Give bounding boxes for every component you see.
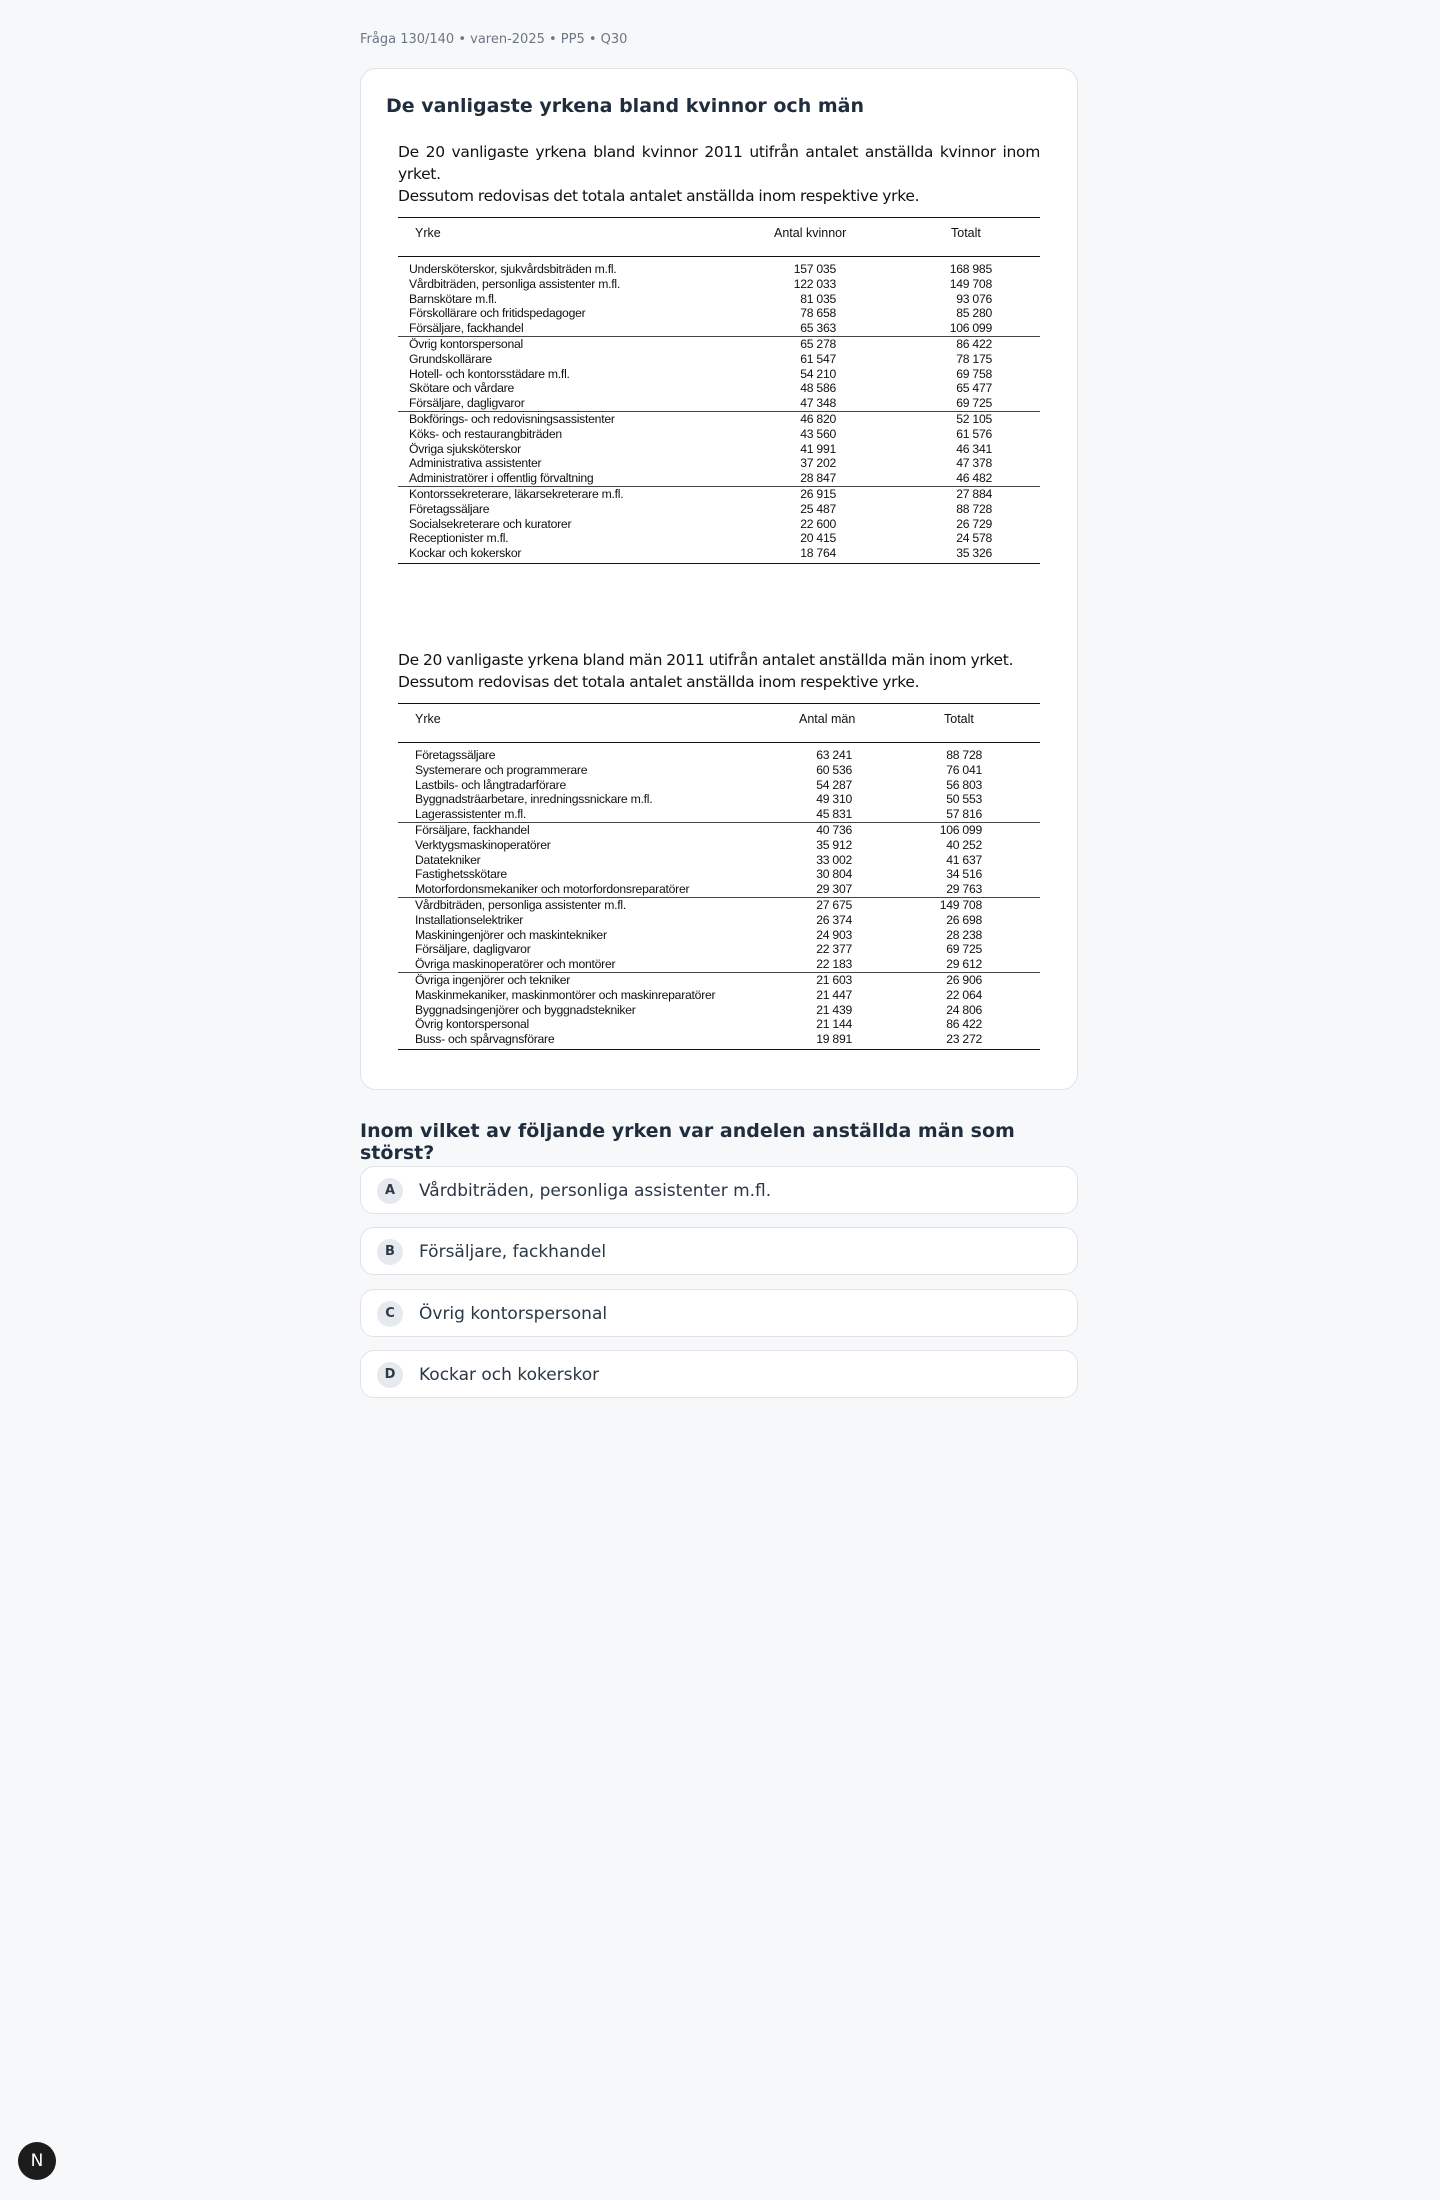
count-cell: 37 202 <box>800 456 836 471</box>
total-cell: 40 252 <box>946 837 982 852</box>
occupation-cell: Kontorssekreterare, läkarsekreterare m.fl. <box>409 486 624 501</box>
total-cell: 86 422 <box>946 1017 982 1032</box>
table-row <box>398 853 1040 868</box>
table-rule-header <box>398 256 1040 257</box>
occupation-cell: Övrig kontorspersonal <box>415 1017 529 1032</box>
occupation-cell: Försäljare, fackhandel <box>415 822 530 837</box>
occupation-cell: Administratörer i offentlig förvaltning <box>409 471 594 486</box>
table-rule-bottom <box>398 1049 1040 1050</box>
table-row <box>398 442 1040 457</box>
count-cell: 27 675 <box>816 897 852 912</box>
total-cell: 47 378 <box>956 456 992 471</box>
column-header: Yrke <box>415 712 441 726</box>
table-row <box>398 748 1040 763</box>
occupation-cell: Företagssäljare <box>415 748 496 762</box>
table-row <box>398 277 1040 292</box>
table-row <box>398 988 1040 1003</box>
total-cell: 56 803 <box>946 777 982 792</box>
occupation-cell: Administrativa assistenter <box>409 456 542 471</box>
count-cell: 54 210 <box>800 366 836 381</box>
table-row <box>398 928 1040 943</box>
total-cell: 149 708 <box>949 276 992 291</box>
table-row <box>398 763 1040 778</box>
option-c[interactable] <box>360 1289 1078 1337</box>
total-cell: 69 725 <box>946 942 982 957</box>
total-cell: 57 816 <box>946 807 982 822</box>
count-cell: 54 287 <box>816 777 852 792</box>
table-row <box>398 972 1040 988</box>
total-cell: 88 728 <box>956 501 992 516</box>
total-cell: 29 612 <box>946 957 982 972</box>
women-caption: De 20 vanligaste yrkena bland kvinnor 2011 utifrån antalet anställda kvinnor inom yrket. Dessutom redovisas det totala antalet anställda inom respektive yrke. <box>398 143 1040 205</box>
count-cell: 43 560 <box>800 426 836 441</box>
occupation-cell: Övrig kontorspersonal <box>409 336 523 351</box>
total-cell: 168 985 <box>949 262 992 276</box>
table-row <box>398 352 1040 367</box>
men-table <box>398 703 1040 1050</box>
count-cell: 45 831 <box>816 807 852 822</box>
table-rule-bottom <box>398 563 1040 564</box>
table-row <box>398 427 1040 442</box>
count-cell: 20 415 <box>800 531 836 546</box>
occupation-cell: Övriga sjuksköterskor <box>409 441 521 456</box>
total-cell: 34 516 <box>946 867 982 882</box>
table-row <box>398 321 1040 336</box>
count-cell: 63 241 <box>816 748 852 762</box>
option-d[interactable] <box>360 1350 1078 1398</box>
table-row <box>398 957 1040 972</box>
count-cell: 47 348 <box>800 396 836 411</box>
total-cell: 61 576 <box>956 426 992 441</box>
occupation-cell: Vårdbiträden, personliga assistenter m.fl. <box>415 897 627 912</box>
table-row <box>398 471 1040 486</box>
count-cell: 22 183 <box>816 957 852 972</box>
total-cell: 78 175 <box>956 351 992 366</box>
occupation-cell: Kockar och kokerskor <box>409 546 522 561</box>
total-cell: 85 280 <box>956 306 992 321</box>
occupation-cell: Grundskollärare <box>409 351 492 366</box>
total-cell: 29 763 <box>946 882 982 897</box>
table-row <box>398 913 1040 928</box>
occupation-cell: Vårdbiträden, personliga assistenter m.fl. <box>409 276 621 291</box>
count-cell: 35 912 <box>816 837 852 852</box>
occupation-cell: Övriga maskinoperatörer och montörer <box>415 957 616 972</box>
total-cell: 76 041 <box>946 762 982 777</box>
occupation-cell: Hotell- och kontorsstädare m.fl. <box>409 366 570 381</box>
total-cell: 22 064 <box>946 987 982 1002</box>
column-header: Antal män <box>799 712 856 726</box>
men-table-block <box>398 649 1040 1050</box>
occupation-cell: Lagerassistenter m.fl. <box>415 807 527 822</box>
occupation-cell: Barnskötare m.fl. <box>409 291 497 306</box>
count-cell: 65 363 <box>800 321 836 336</box>
total-cell: 65 477 <box>956 381 992 396</box>
women-table-block <box>398 141 1040 564</box>
count-cell: 122 033 <box>793 276 836 291</box>
question-text: Inom vilket av följande yrken var andelen anställda män som störst? <box>360 1120 1015 1164</box>
count-cell: 33 002 <box>816 852 852 867</box>
occupation-cell: Fastighetsskötare <box>415 867 507 882</box>
table-row <box>398 838 1040 853</box>
table-row <box>398 367 1040 382</box>
occupation-cell: Datatekniker <box>415 852 481 867</box>
occupation-cell: Övriga ingenjörer och tekniker <box>415 972 571 987</box>
count-cell: 26 915 <box>800 486 836 501</box>
table-rule-header <box>398 742 1040 743</box>
total-cell: 41 637 <box>946 852 982 867</box>
count-cell: 21 603 <box>816 972 852 987</box>
occupation-cell: Socialsekreterare och kuratorer <box>409 516 572 531</box>
occupation-cell: Maskiningenjörer och maskintekniker <box>415 927 607 942</box>
total-cell: 52 105 <box>956 411 992 426</box>
option-d-letter: D <box>377 1362 403 1388</box>
occupation-cell: Motorfordonsmekaniker och motorfordonsreparatörer <box>415 882 690 897</box>
count-cell: 22 600 <box>800 516 836 531</box>
table-row <box>398 411 1040 427</box>
total-cell: 26 698 <box>946 912 982 927</box>
men-caption: De 20 vanligaste yrkena bland män 2011 utifrån antalet anställda män inom yrket. Dessutom redovisas det totala antalet anställda inom respektive yrke. <box>398 651 1014 691</box>
occupation-cell: Företagssäljare <box>409 501 490 516</box>
total-cell: 24 578 <box>956 531 992 546</box>
count-cell: 21 439 <box>816 1002 852 1017</box>
count-cell: 49 310 <box>816 792 852 807</box>
total-cell: 149 708 <box>939 897 982 912</box>
count-cell: 46 820 <box>800 411 836 426</box>
count-cell: 28 847 <box>800 471 836 486</box>
column-header: Yrke <box>415 226 441 240</box>
column-header: Totalt <box>951 226 981 240</box>
count-cell: 65 278 <box>800 336 836 351</box>
total-cell: 88 728 <box>946 748 982 762</box>
count-cell: 61 547 <box>800 351 836 366</box>
table-row <box>398 1017 1040 1032</box>
option-b[interactable] <box>360 1227 1078 1275</box>
occupation-cell: Receptionister m.fl. <box>409 531 509 546</box>
table-row <box>398 486 1040 502</box>
occupation-cell: Bokförings- och redovisningsassistenter <box>409 411 615 426</box>
occupation-cell: Installationselektriker <box>415 912 524 927</box>
table-row <box>398 897 1040 913</box>
occupation-cell: Försäljare, fackhandel <box>409 321 524 336</box>
occupation-cell: Byggnadsträarbetare, inredningssnickare m.fl. <box>415 792 653 807</box>
table-header <box>398 704 1040 742</box>
occupation-cell: Undersköterskor, sjukvårdsbiträden m.fl. <box>409 262 617 276</box>
option-a-letter: A <box>377 1178 403 1204</box>
table-row <box>398 1003 1040 1018</box>
count-cell: 22 377 <box>816 942 852 957</box>
total-cell: 46 341 <box>956 441 992 456</box>
question-meta: Fråga 130/140 • varen-2025 • PP5 • Q30 <box>360 32 628 47</box>
table-row <box>398 262 1040 277</box>
occupation-cell: Byggnadsingenjörer och byggnadstekniker <box>415 1002 636 1017</box>
count-cell: 24 903 <box>816 927 852 942</box>
table-row <box>398 517 1040 532</box>
total-cell: 26 729 <box>956 516 992 531</box>
total-cell: 69 725 <box>956 396 992 411</box>
figure-title: De vanligaste yrkena bland kvinnor och män <box>386 95 864 117</box>
total-cell: 106 099 <box>939 822 982 837</box>
nextjs-logo-icon[interactable]: N <box>18 2142 56 2180</box>
option-d-label: Kockar och kokerskor <box>419 1365 600 1385</box>
option-b-label: Försäljare, fackhandel <box>419 1242 607 1262</box>
count-cell: 81 035 <box>800 291 836 306</box>
table-row <box>398 807 1040 822</box>
option-c-label: Övrig kontorspersonal <box>419 1304 608 1324</box>
table-row <box>398 502 1040 517</box>
option-c-letter: C <box>377 1301 403 1327</box>
total-cell: 69 758 <box>956 366 992 381</box>
table-row <box>398 396 1040 411</box>
occupation-cell: Buss- och spårvagnsförare <box>415 1032 555 1047</box>
total-cell: 23 272 <box>946 1032 982 1047</box>
occupation-cell: Lastbils- och långtradarförare <box>415 777 567 792</box>
count-cell: 78 658 <box>800 306 836 321</box>
table-row <box>398 792 1040 807</box>
count-cell: 40 736 <box>816 822 852 837</box>
total-cell: 93 076 <box>956 291 992 306</box>
table-row <box>398 336 1040 352</box>
count-cell: 18 764 <box>800 546 836 561</box>
count-cell: 21 144 <box>816 1017 852 1032</box>
option-a-label: Vårdbiträden, personliga assistenter m.fl. <box>419 1181 772 1201</box>
occupation-cell: Köks- och restaurangbiträden <box>409 426 562 441</box>
total-cell: 35 326 <box>956 546 992 561</box>
occupation-cell: Skötare och vårdare <box>409 381 514 396</box>
total-cell: 50 553 <box>946 792 982 807</box>
occupation-cell: Förskollärare och fritidspedagoger <box>409 306 586 321</box>
total-cell: 24 806 <box>946 1002 982 1017</box>
option-a[interactable] <box>360 1166 1078 1214</box>
table-row <box>398 292 1040 307</box>
table-row <box>398 778 1040 793</box>
occupation-cell: Försäljare, dagligvaror <box>409 396 525 411</box>
total-cell: 28 238 <box>946 927 982 942</box>
count-cell: 29 307 <box>816 882 852 897</box>
table-row <box>398 456 1040 471</box>
table-row <box>398 546 1040 561</box>
occupation-cell: Försäljare, dagligvaror <box>415 942 531 957</box>
total-cell: 46 482 <box>956 471 992 486</box>
table-row <box>398 867 1040 882</box>
count-cell: 41 991 <box>800 441 836 456</box>
table-row <box>398 306 1040 321</box>
count-cell: 30 804 <box>816 867 852 882</box>
count-cell: 157 035 <box>793 262 836 276</box>
total-cell: 86 422 <box>956 336 992 351</box>
table-row <box>398 882 1040 897</box>
option-b-letter: B <box>377 1239 403 1265</box>
figure-card <box>360 68 1078 1090</box>
column-header: Antal kvinnor <box>774 226 847 240</box>
count-cell: 25 487 <box>800 501 836 516</box>
table-row <box>398 381 1040 396</box>
count-cell: 48 586 <box>800 381 836 396</box>
table-header <box>398 218 1040 256</box>
total-cell: 106 099 <box>949 321 992 336</box>
table-row <box>398 942 1040 957</box>
count-cell: 19 891 <box>816 1032 852 1047</box>
occupation-cell: Verktygsmaskinoperatörer <box>415 837 551 852</box>
occupation-cell: Systemerare och programmerare <box>415 762 588 777</box>
count-cell: 26 374 <box>816 912 852 927</box>
table-row <box>398 1032 1040 1047</box>
total-cell: 27 884 <box>956 486 992 501</box>
table-row <box>398 531 1040 546</box>
women-table <box>398 217 1040 564</box>
count-cell: 60 536 <box>816 762 852 777</box>
occupation-cell: Maskinmekaniker, maskinmontörer och maskinreparatörer <box>415 987 716 1002</box>
total-cell: 26 906 <box>946 972 982 987</box>
count-cell: 21 447 <box>816 987 852 1002</box>
table-row <box>398 822 1040 838</box>
column-header: Totalt <box>944 712 974 726</box>
